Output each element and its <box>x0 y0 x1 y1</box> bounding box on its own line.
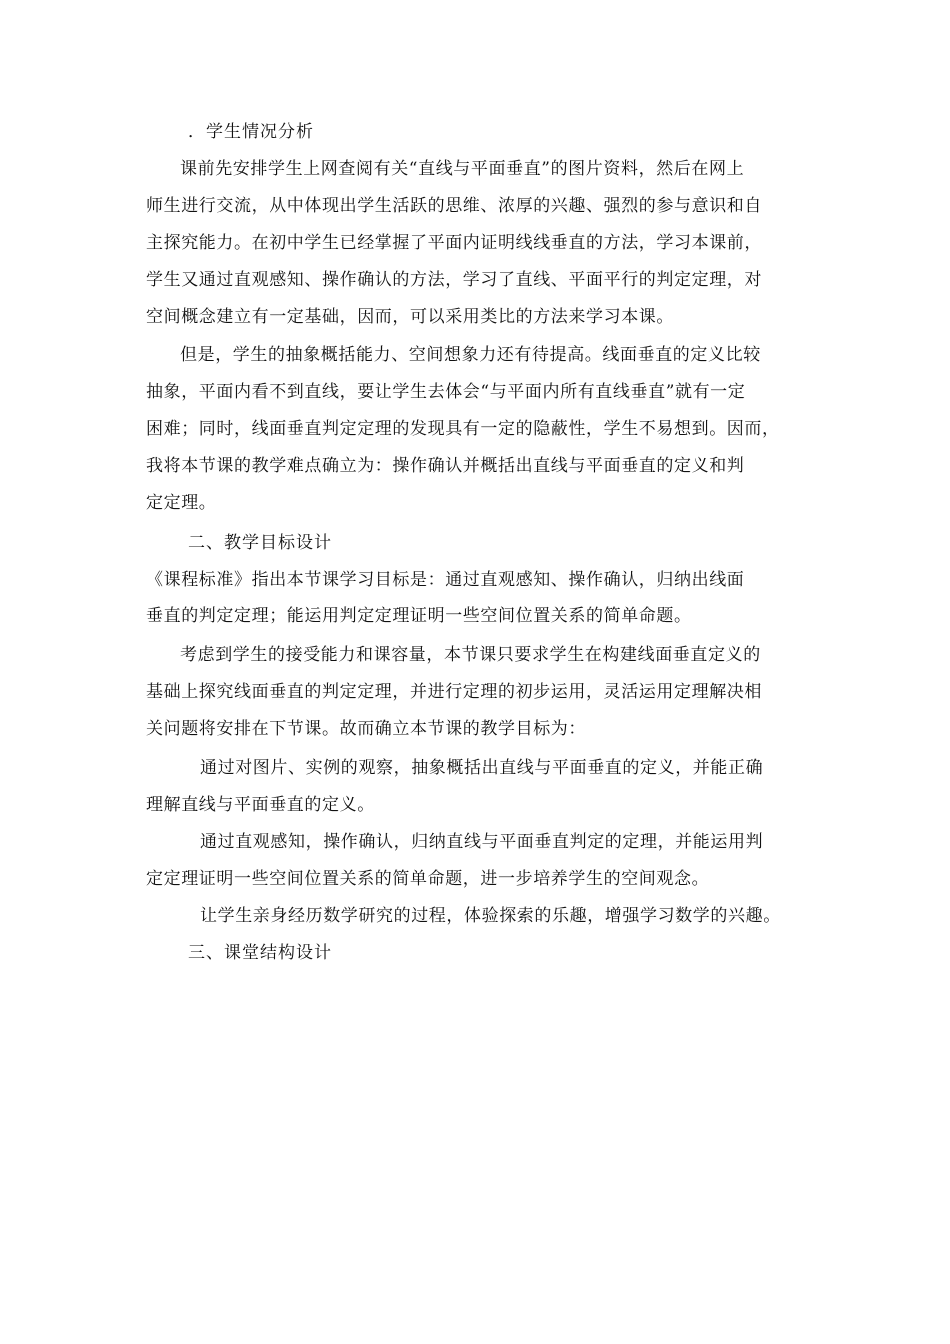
paragraph-line: 困难；同时，线面垂直判定定理的发现具有一定的隐蔽性，学生不易想到。因而， <box>146 419 780 439</box>
paragraph-line: 考虑到学生的接受能力和课容量，本节课只要求学生在构建线面垂直定义的 <box>180 645 761 665</box>
paragraph-line: 垂直的判定定理；能运用判定定理证明一些空间位置关系的简单命题。 <box>146 606 692 626</box>
section-heading-student-analysis: ．学生情况分析 <box>188 122 314 142</box>
goal-line: 通过直观感知，操作确认，归纳直线与平面垂直判定的定理，并能运用判 <box>200 832 764 852</box>
paragraph-line: 《课程标准》指出本节课学习目标是：通过直观感知、操作确认，归纳出线面 <box>146 570 745 590</box>
paragraph-line: 我将本节课的教学难点确立为：操作确认并概括出直线与平面垂直的定义和判 <box>146 456 745 476</box>
paragraph-line: 定定理。 <box>146 493 217 513</box>
paragraph-line: 学生又通过直观感知、操作确认的方法，学习了直线、平面平行的判定定理，对 <box>146 270 762 290</box>
goal-line: 定定理证明一些空间位置关系的简单命题，进一步培养学生的空间观念。 <box>146 869 710 889</box>
goal-line: 理解直线与平面垂直的定义。 <box>146 795 375 815</box>
section-heading-class-structure: 三、课堂结构设计 <box>188 943 332 963</box>
goal-line: 通过对图片、实例的观察，抽象概括出直线与平面垂直的定义，并能正确 <box>200 758 764 778</box>
paragraph-line: 关问题将安排在下节课。故而确立本节课的教学目标为： <box>146 719 586 739</box>
paragraph-line: 但是，学生的抽象概括能力、空间想象力还有待提高。线面垂直的定义比较 <box>180 345 761 365</box>
paragraph-line: 师生进行交流，从中体现出学生活跃的思维、浓厚的兴趣、强烈的参与意识和自 <box>146 196 762 216</box>
paragraph-line: 抽象，平面内看不到直线，要让学生去体会“与平面内所有直线垂直”就有一定 <box>146 382 746 402</box>
paragraph-line: 基础上探究线面垂直的判定定理，并进行定理的初步运用，灵活运用定理解决相 <box>146 682 762 702</box>
goal-line: 让学生亲身经历数学研究的过程，体验探索的乐趣，增强学习数学的兴趣。 <box>200 906 781 926</box>
paragraph-line: 课前先安排学生上网查阅有关“直线与平面垂直”的图片资料，然后在网上 <box>180 159 745 179</box>
paragraph-line: 空间概念建立有一定基础，因而，可以采用类比的方法来学习本课。 <box>146 307 674 327</box>
section-heading-teaching-goals: 二、教学目标设计 <box>188 533 332 553</box>
paragraph-line: 主探究能力。在初中学生已经掌握了平面内证明线线垂直的方法，学习本课前， <box>146 233 762 253</box>
